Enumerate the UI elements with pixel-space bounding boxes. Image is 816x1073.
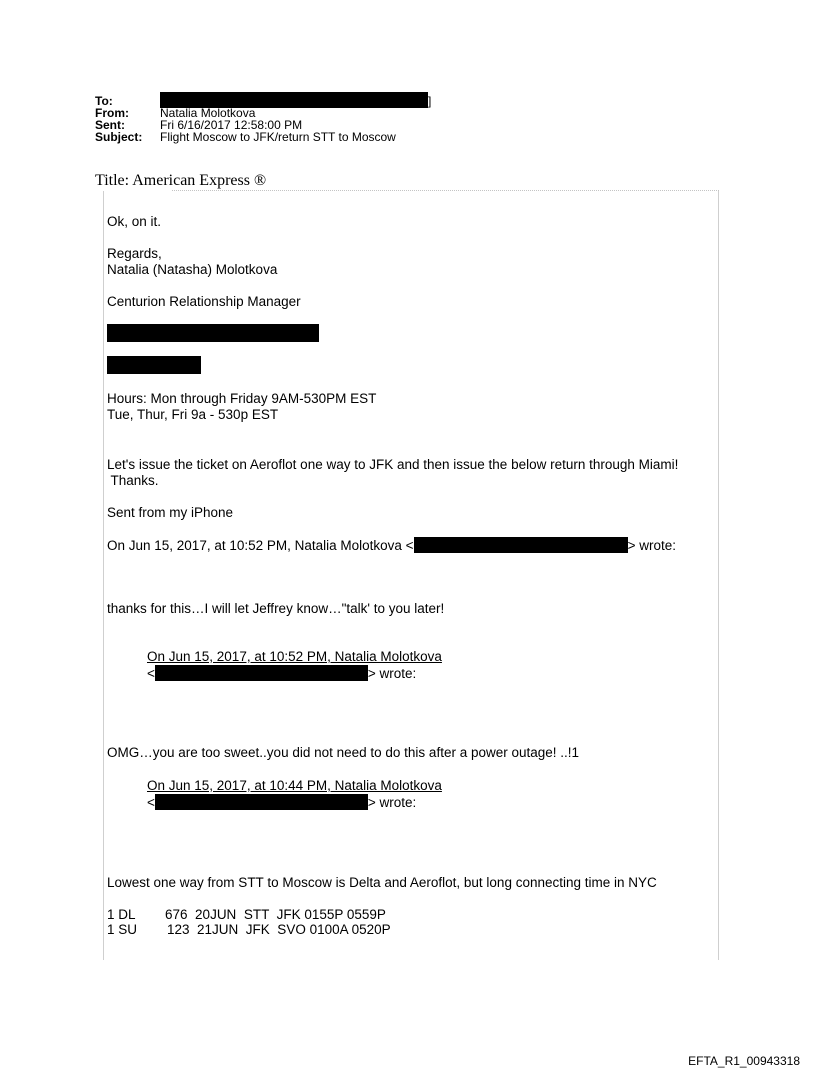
flight-segment-1: 1 DL 676 20JUN STT JFK 0155P 0559P — [107, 907, 386, 922]
quote-attribution-3-lt: < — [147, 795, 155, 810]
signature-name: Natalia (Natasha) Molotkova — [107, 262, 278, 277]
issue-ticket-line: Let's issue the ticket on Aeroflot one way to JFK and then issue the below return through Miami! — [107, 457, 679, 472]
redaction-bar — [107, 324, 319, 342]
omg-line: OMG…you are too sweet..you did not need to do this after a power outage! ..!1 — [107, 745, 580, 760]
to-label: To: — [95, 94, 113, 108]
hours-line-2: Tue, Thur, Fri 9a - 530p EST — [107, 407, 279, 422]
quote-attribution-3-email — [147, 794, 416, 810]
email-header — [95, 95, 431, 143]
thanks-jeffrey-line: thanks for this…I will let Jeffrey know…"talk' to you later! — [107, 601, 445, 616]
hours-line-1: Hours: Mon through Friday 9AM-530PM EST — [107, 391, 377, 406]
redaction-bar — [107, 356, 201, 374]
quote-attribution-2-suffix: > wrote: — [367, 666, 417, 681]
sent-value: Fri 6/16/2017 12:58:00 PM — [160, 118, 303, 132]
lowest-fare-line: Lowest one way from STT to Moscow is Delta and Aeroflot, but long connecting time in NYC — [107, 875, 657, 890]
from-label: From: — [95, 106, 129, 120]
quote-attribution-1 — [107, 537, 676, 553]
quote-attribution-1-prefix: On Jun 15, 2017, at 10:52 PM, Natalia Molotkova < — [107, 538, 414, 553]
quote-attribution-3-suffix: > wrote: — [367, 795, 417, 810]
redaction-bar — [155, 665, 368, 681]
reply-line: Ok, on it. — [107, 214, 162, 229]
quote-attribution-2-lt: < — [147, 666, 155, 681]
subject-value: Flight Moscow to JFK/return STT to Moscow — [160, 130, 396, 144]
document-title: Title: American Express ® — [95, 172, 267, 189]
redaction-bar — [155, 794, 368, 810]
sent-from-line: Sent from my iPhone — [107, 505, 234, 520]
regards-line: Regards, — [107, 246, 162, 261]
flight-segment-2: 1 SU 123 21JUN JFK SVO 0100A 0520P — [107, 922, 391, 937]
subject-row — [95, 131, 431, 143]
redaction-bar — [414, 537, 628, 553]
quote-attribution-1-suffix: > wrote: — [627, 538, 676, 553]
from-value: Natalia Molotkova — [160, 106, 256, 120]
thanks-line: Thanks. — [107, 473, 159, 488]
signature-role: Centurion Relationship Manager — [107, 294, 301, 309]
subject-label: Subject: — [95, 130, 143, 144]
quote-attribution-2-email — [147, 665, 416, 681]
to-trailing-bracket: ] — [428, 94, 432, 108]
to-row — [95, 95, 431, 107]
sent-label: Sent: — [95, 118, 125, 132]
quote-attribution-2: On Jun 15, 2017, at 10:52 PM, Natalia Molotkova — [147, 649, 442, 664]
quote-attribution-3: On Jun 15, 2017, at 10:44 PM, Natalia Molotkova — [147, 778, 442, 793]
document-id: EFTA_R1_00943318 — [688, 1054, 800, 1068]
